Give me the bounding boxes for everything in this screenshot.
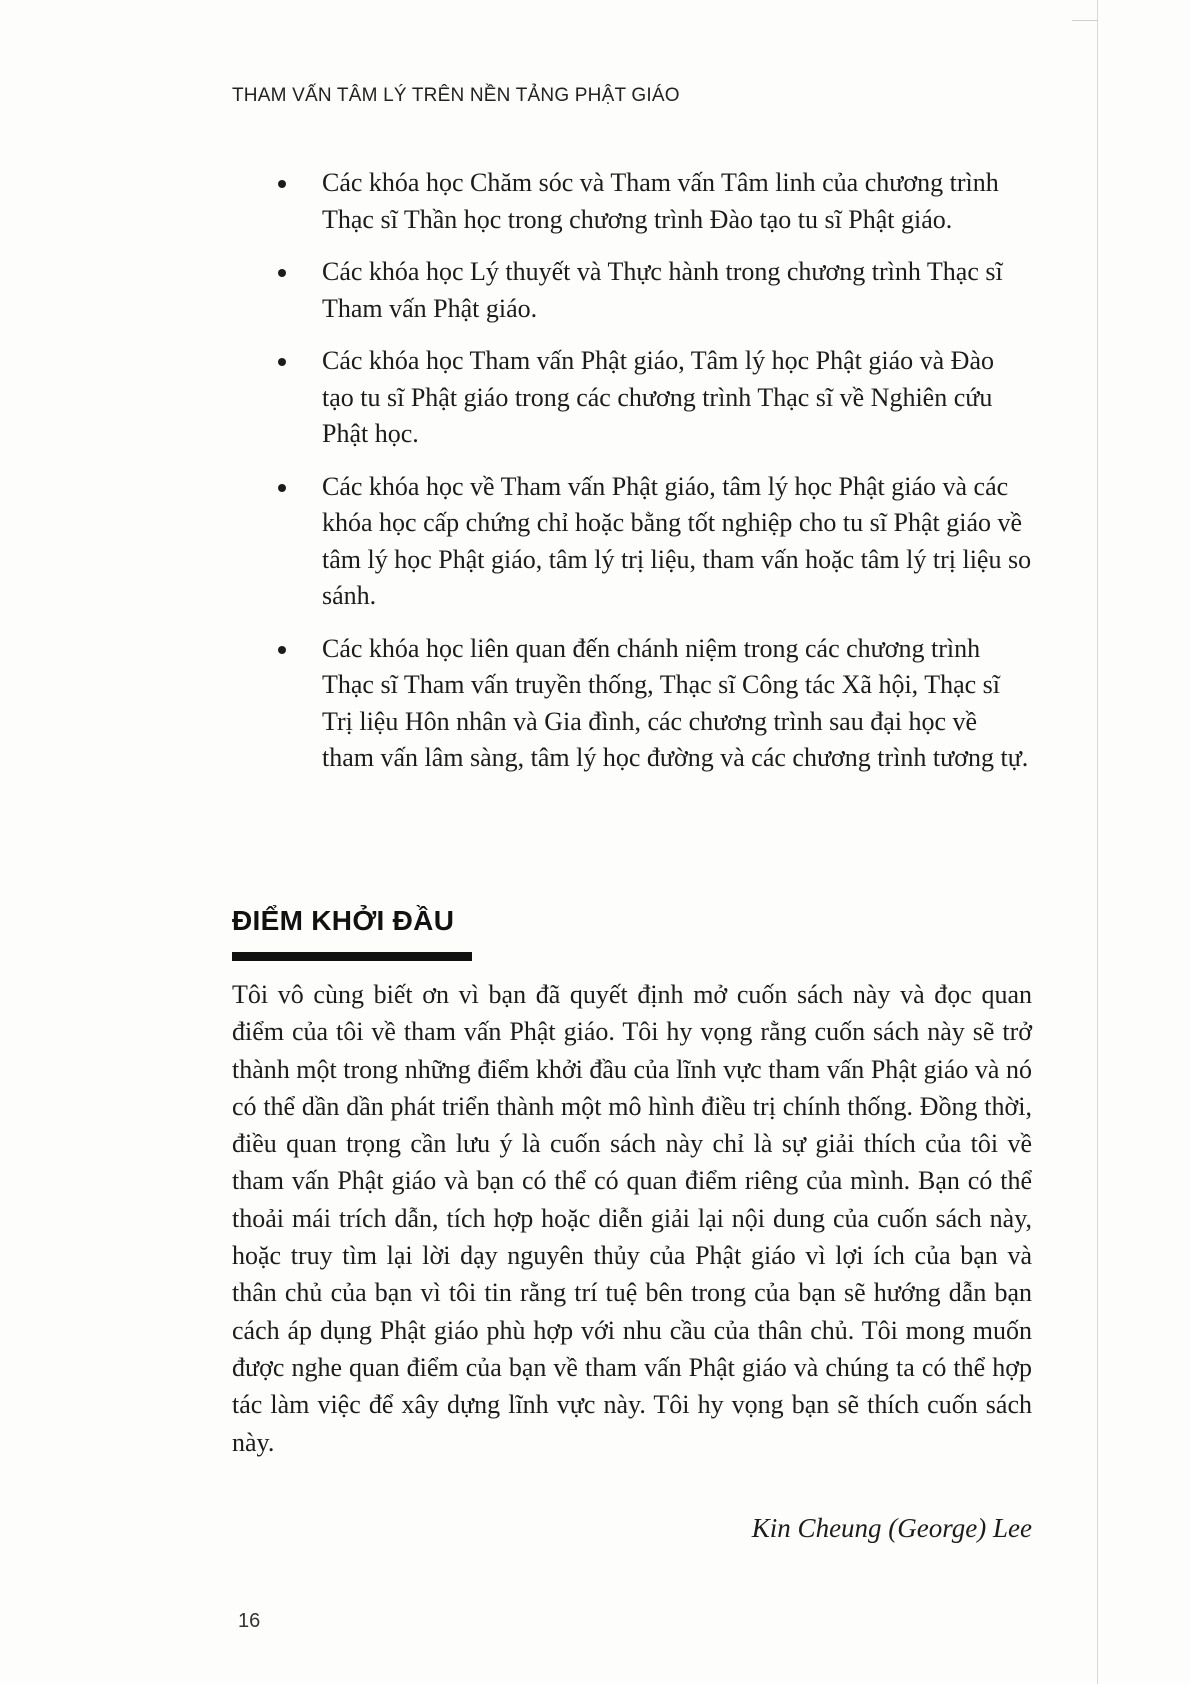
bullet-icon [278,484,286,492]
list-item [232,469,1032,615]
bullet-icon [278,269,286,277]
bullet-icon [278,358,286,366]
list-item [232,165,1032,238]
section-heading: ĐIỂM KHỞI ĐẦU [232,905,455,936]
body-paragraph: Tôi vô cùng biết ơn vì bạn đã quyết định mở cuốn sách này và đọc quan điểm của tôi về tham vấn Phật giáo. Tôi hy vọng rằng cuốn sách này sẽ trở thành một trong những điểm khởi đầu của lĩnh vực tham vấn Phật giáo và nó có thể dần dần phát triển thành một mô hình điều trị chính thống. Đồng thời, điều quan trọng cần lưu ý là cuốn sách này chỉ là sự giải thích của tôi về tham vấn Phật giáo và bạn có thể có quan điểm riêng của mình. Bạn có thể thoải mái trích dẫn, tích hợp hoặc diễn giải lại nội dung của cuốn sách này, hoặc truy tìm lại lời dạy nguyên thủy của Phật giáo vì lợi ích của bạn và thân chủ của bạn vì tôi tin rằng trí tuệ bên trong của bạn sẽ hướng dẫn bạn cách áp dụng Phật giáo phù hợp với nhu cầu của thân chủ. Tôi mong muốn được nghe quan điểm của bạn về tham vấn Phật giáo và chúng ta có thể hợp tác làm việc để xây dựng lĩnh vực này. Tôi hy vọng bạn sẽ thích cuốn sách này. [232,980,1032,1457]
list-item-text: Các khóa học liên quan đến chánh niệm trong các chương trình Thạc sĩ Tham vấn truyền thống, Thạc sĩ Công tác Xã hội, Thạc sĩ Trị liệu Hôn nhân và Gia đình, các chương trình sau đại học về tham vấn lâm sàng, tâm lý học đường và các chương trình tương tự. [322,633,1029,772]
heading-underline [232,952,472,961]
list-item [232,343,1032,453]
list-item [232,631,1032,777]
list-item-text: Các khóa học Lý thuyết và Thực hành trong chương trình Thạc sĩ Tham vấn Phật giáo. [322,257,1003,323]
list-item-text: Các khóa học về Tham vấn Phật giáo, tâm lý học Phật giáo và các khóa học cấp chứng chỉ hoặc bằng tốt nghiệp cho tu sĩ Phật giáo về tâm lý học Phật giáo, tâm lý trị liệu, tham vấn hoặc tâm lý trị liệu so sánh. [322,471,1032,610]
list-item [232,254,1032,327]
page-number: 16 [238,1610,261,1632]
list-item-text: Các khóa học Tham vấn Phật giáo, Tâm lý học Phật giáo và Đào tạo tu sĩ Phật giáo trong các chương trình Thạc sĩ về Nghiên cứu Phật học. [322,346,994,448]
course-bullet-list [232,165,1032,793]
bullet-icon [278,646,286,654]
list-item-text: Các khóa học Chăm sóc và Tham vấn Tâm linh của chương trình Thạc sĩ Thần học trong chương trình Đào tạo tu sĩ Phật giáo. [322,168,999,234]
page-edge-mark [1072,20,1098,21]
author-signature: Kin Cheung (George) Lee [751,1513,1032,1543]
page-edge-line [1097,0,1098,1684]
running-header: THAM VẤN TÂM LÝ TRÊN NỀN TẢNG PHẬT GIÁO [232,85,680,106]
bullet-icon [278,180,286,188]
